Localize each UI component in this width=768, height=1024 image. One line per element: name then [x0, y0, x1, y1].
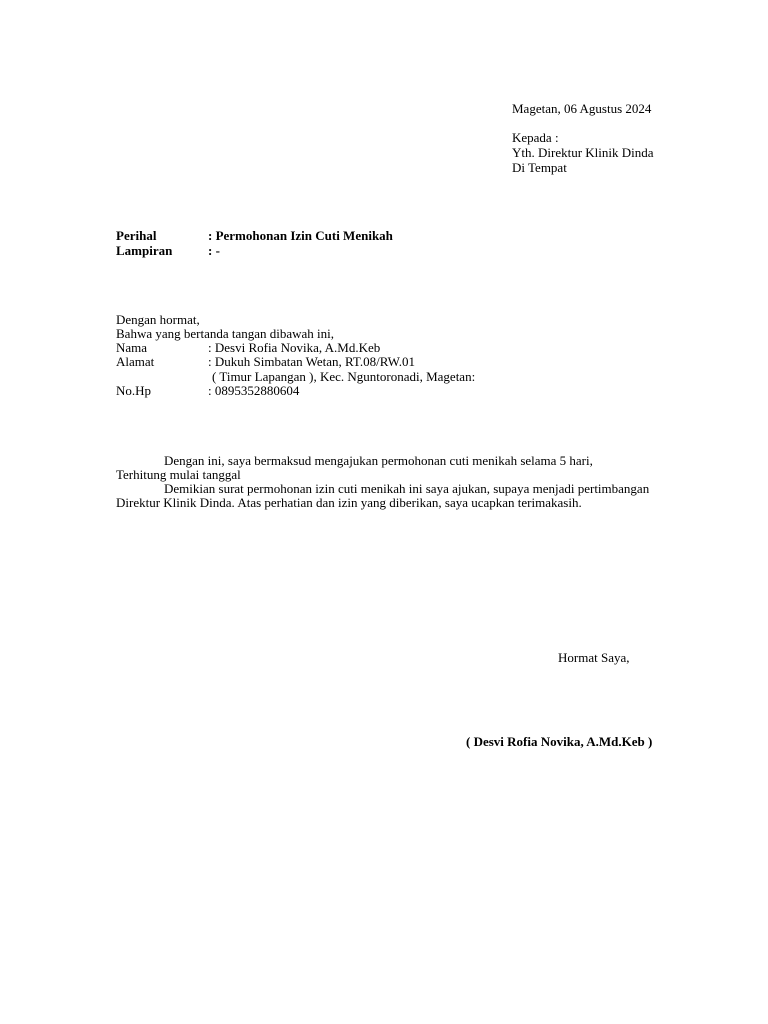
closing-salutation: Hormat Saya, — [558, 650, 630, 665]
nama-label: Nama — [116, 340, 148, 355]
paragraph1-line1: Dengan ini, saya bermaksud mengajukan permohonan cuti menikah selama 5 hari, — [164, 453, 593, 468]
alamat-value-line1: : Dukuh Simbatan Wetan, RT.08/RW.01 — [208, 354, 416, 369]
place-line: Di Tempat — [512, 160, 567, 175]
lampiran-value: : - — [208, 243, 220, 258]
paragraph2-line1: Demikian surat permohonan izin cuti menikah ini saya ajukan, supaya menjadi pertimbangan — [164, 481, 650, 496]
lampiran-row — [0, 243, 768, 258]
nama-row — [0, 340, 768, 355]
date-line: Magetan, 06 Agustus 2024 — [512, 101, 652, 116]
perihal-label: Perihal — [116, 228, 157, 243]
perihal-value: : Permohonan Izin Cuti Menikah — [208, 228, 393, 243]
alamat-label: Alamat — [116, 354, 155, 369]
paragraph1-line2: Terhitung mulai tanggal — [116, 467, 241, 482]
kepada-line: Kepada : — [512, 130, 559, 145]
paragraph2-line2: Direktur Klinik Dinda. Atas perhatian dan izin yang diberikan, saya ucapkan terimakasih. — [116, 495, 582, 510]
alamat-value-line2: ( Timur Lapangan ), Kec. Nguntoronadi, Magetan: — [212, 369, 476, 384]
hp-row — [0, 383, 768, 398]
hp-label: No.Hp — [116, 383, 152, 398]
recipient-line: Yth. Direktur Klinik Dinda — [512, 145, 654, 160]
letter-header — [512, 101, 654, 175]
lampiran-label: Lampiran — [116, 243, 173, 258]
signature-name: ( Desvi Rofia Novika, A.Md.Keb ) — [466, 734, 653, 749]
nama-value: : Desvi Rofia Novika, A.Md.Keb — [208, 340, 381, 355]
intro-line: Bahwa yang bertanda tangan dibawah ini, — [116, 326, 335, 341]
header-spacer — [512, 116, 654, 130]
greeting: Dengan hormat, — [116, 312, 200, 327]
hp-value: : 0895352880604 — [208, 383, 300, 398]
alamat-row — [0, 354, 768, 369]
perihal-row — [0, 228, 768, 243]
